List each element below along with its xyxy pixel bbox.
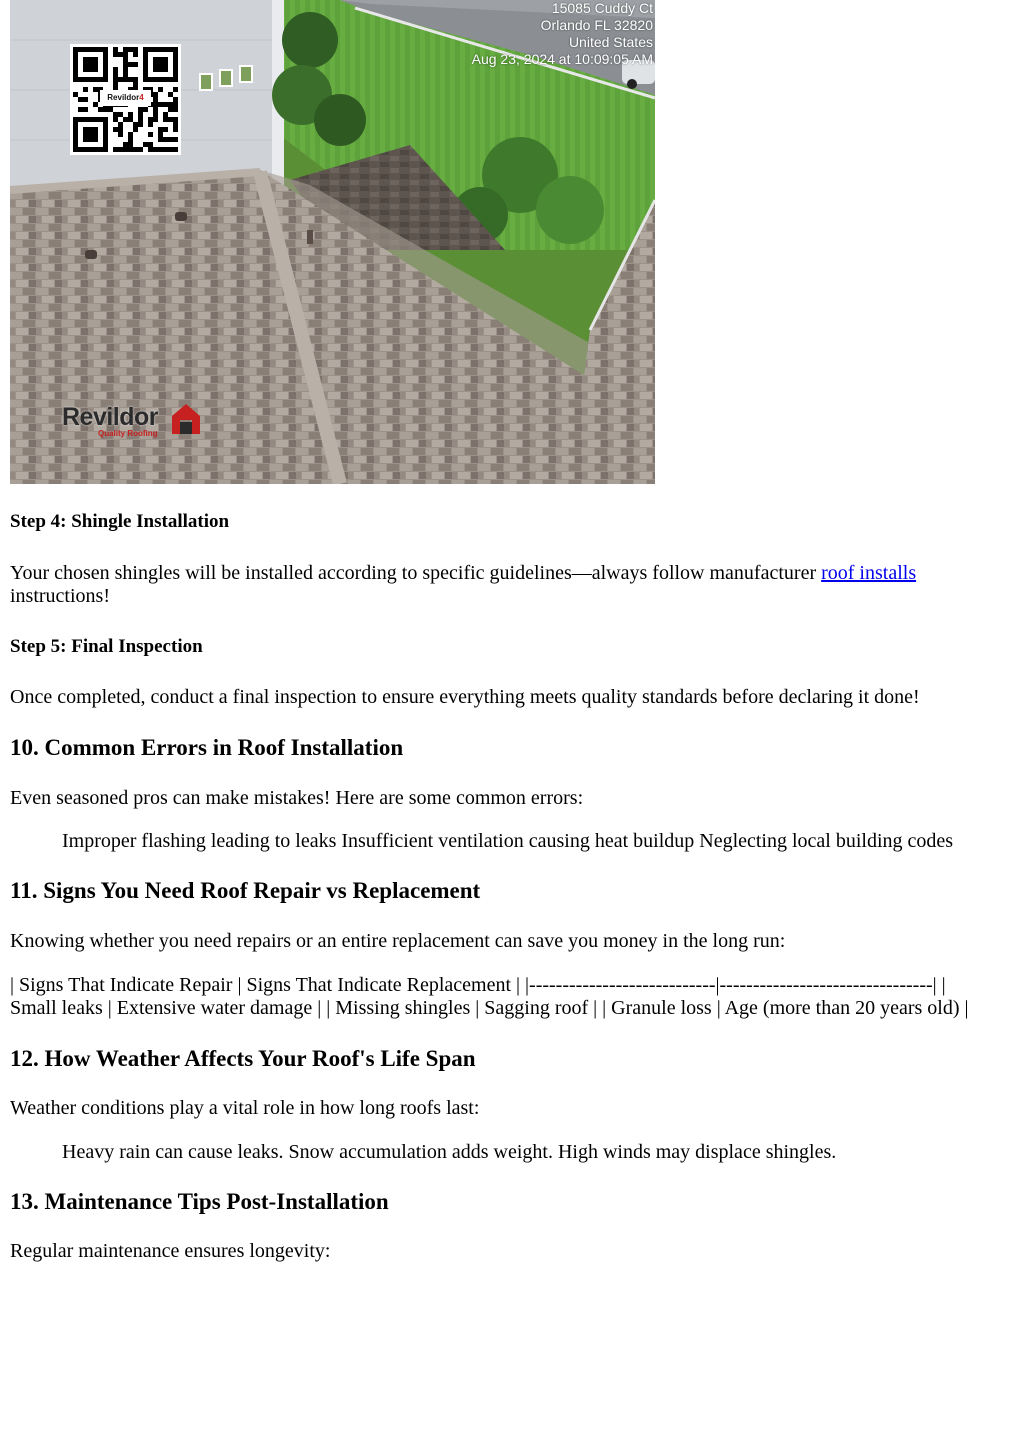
step4-heading: Step 4: Shingle Installation	[10, 511, 230, 532]
roof-installs-link[interactable]: roof installs	[821, 562, 917, 584]
logo-tagline: Quality Roofing	[98, 429, 158, 438]
section11-table-line1: | Signs That Indicate Repair | Signs That Indicate Replacement | |----------------------------|--------------------------------| |	[10, 974, 946, 996]
qr-code	[70, 44, 181, 155]
logo-house-icon	[170, 402, 202, 436]
brand-logo	[62, 402, 202, 442]
logo-wordmark: Revildor	[62, 403, 159, 431]
step4-text: Your chosen shingles will be installed according to specific guidelines—always follow manufacturer	[10, 562, 822, 584]
roof-photo	[10, 0, 655, 484]
section10-heading: 10. Common Errors in Roof Installation	[10, 735, 404, 760]
section11-heading: 11. Signs You Need Roof Repair vs Replacement	[10, 878, 481, 903]
geo-stamp	[472, 0, 653, 68]
section10-list: Improper flashing leading to leaks Insufficient ventilation causing heat buildup Neglecting local building codes	[62, 830, 954, 852]
section11-intro: Knowing whether you need repairs or an entire replacement can save you money in the long run:	[10, 930, 786, 952]
section11-table-line2: Small leaks | Extensive water damage | | Missing shingles | Sagging roof | | Granule loss | Age (more than 20 years old) |	[10, 997, 969, 1019]
section12-intro: Weather conditions play a vital role in how long roofs last:	[10, 1097, 480, 1119]
section12-list: Heavy rain can cause leaks. Snow accumulation adds weight. High winds may displace shingles.	[62, 1141, 837, 1163]
geo-line-street: 15085 Cuddy Ct	[551, 0, 653, 16]
step4-paragraph	[10, 562, 916, 585]
geo-line-country: United States	[568, 34, 653, 50]
qr-label	[100, 90, 151, 106]
section12-heading: 12. How Weather Affects Your Roof's Life Span	[10, 1046, 476, 1071]
geo-line-city: Orlando FL 32820	[540, 17, 653, 33]
section13-intro: Regular maintenance ensures longevity:	[10, 1240, 331, 1262]
section10-intro: Even seasoned pros can make mistakes! Here are some common errors:	[10, 787, 584, 809]
section13-heading: 13. Maintenance Tips Post-Installation	[10, 1189, 389, 1214]
qr-label-b: 4	[139, 93, 144, 102]
geo-line-timestamp: Aug 23, 2024 at 10:09:05 AM	[471, 51, 653, 67]
qr-label-a: Revildor	[107, 93, 140, 102]
step5-heading: Step 5: Final Inspection	[10, 636, 203, 657]
step5-paragraph: Once completed, conduct a final inspection to ensure everything meets quality standards before declaring it done!	[10, 686, 920, 708]
step4-paragraph-end: instructions!	[10, 585, 110, 607]
